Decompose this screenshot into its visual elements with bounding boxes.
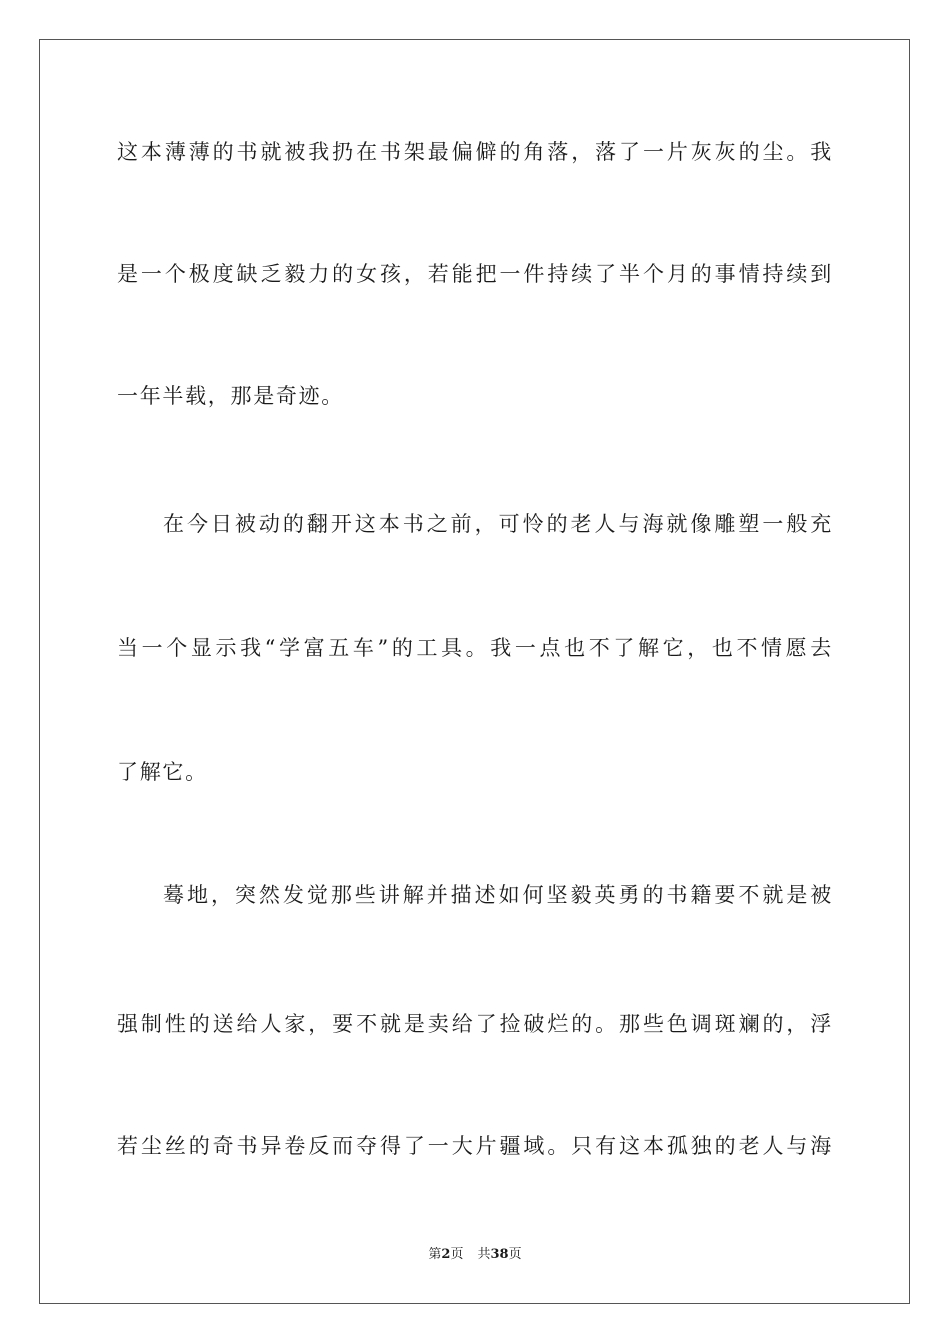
text-line: 若尘丝的奇书异卷反而夺得了一大片疆域。只有这本孤独的老人与海 [117,1134,833,1158]
text-line: 当一个显示我“学富五车”的工具。我一点也不了解它，也不情愿去 [117,636,833,660]
page-footer [0,1246,950,1264]
page-border [39,39,910,1304]
page-suffix: 页 [450,1247,464,1262]
text-line: 强制性的送给人家，要不就是卖给了捡破烂的。那些色调斑斓的，浮 [117,1012,833,1036]
text-line: 了解它。 [117,760,208,784]
text-line: 在今日被动的翻开这本书之前，可怜的老人与海就像雕塑一般充 [163,512,833,536]
text-line: 一年半载，那是奇迹。 [117,384,344,408]
text-line: 蓦地，突然发觉那些讲解并描述如何坚毅英勇的书籍要不就是被 [163,883,833,907]
total-pages: 38 [490,1247,509,1262]
text-line: 这本薄薄的书就被我扔在书架最偏僻的角落，落了一片灰灰的尘。我 [117,140,833,164]
page-number: 2 [441,1247,451,1262]
total-prefix: 共 [477,1247,491,1262]
text-line: 是一个极度缺乏毅力的女孩，若能把一件持续了半个月的事情持续到 [117,262,833,286]
total-suffix: 页 [508,1247,522,1262]
page-prefix: 第 [428,1247,442,1262]
